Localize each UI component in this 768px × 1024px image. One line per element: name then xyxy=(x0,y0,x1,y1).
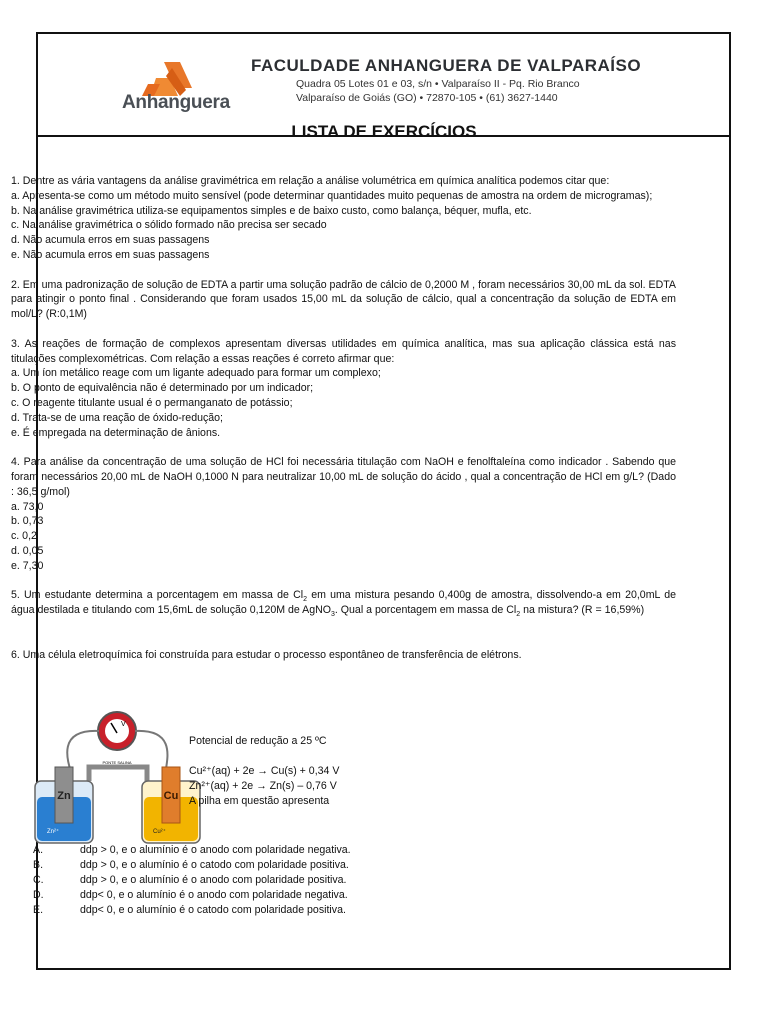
q6-options xyxy=(33,843,351,918)
q4-option-a: a. 73,0 xyxy=(11,500,44,513)
potential-title: Potencial de redução a 25 ºC xyxy=(189,735,327,747)
q4-option-c: c. 0,2 xyxy=(11,530,37,543)
q6-option-d: D. ddp< 0, e o alumínio é o anodo com polaridade negativa. xyxy=(33,889,348,901)
question-6: 6. Uma célula eletroquímica foi construída para estudar o processo espontâneo de transferência de elétrons. xyxy=(11,648,522,661)
reduction-potentials xyxy=(189,734,339,809)
zn-electrode-label: Zn xyxy=(57,790,71,802)
q3-option-a: a. Um íon metálico reage com um ligante adequado para formar um complexo; xyxy=(11,367,381,380)
q1-option-c: c. Na análise gravimétrica o sólido formado não precisa ser secado xyxy=(11,219,327,232)
equation-zn: Zn²⁺(aq) + 2e → Zn(s) – 0,76 V xyxy=(189,780,337,792)
question-stem: A pilha em questão apresenta xyxy=(189,795,330,807)
q4-option-b: b. 0,73 xyxy=(11,515,44,528)
salt-bridge-label: PONTE SALINA xyxy=(102,760,132,765)
address-line-1: Quadra 05 Lotes 01 e 03, s/n • Valparaíso II - Pq. Rio Branco xyxy=(296,78,580,90)
svg-text:V: V xyxy=(121,721,126,728)
cu-ion-label: Cu²⁺ xyxy=(153,829,166,835)
q3-option-b: b. O ponto de equivalência não é determinado por um indicador; xyxy=(11,382,314,395)
q4-option-e: e. 7,30 xyxy=(11,559,44,572)
q3-option-e: e. É empregada na determinação de ânions. xyxy=(11,426,221,439)
q3-option-d: d. Trata-se de uma reação de óxido-redução; xyxy=(11,411,223,424)
zn-ion-label: Zn²⁺ xyxy=(47,829,60,835)
q1-option-d: d. Não acumula erros em suas passagens xyxy=(11,234,210,247)
page-title: LISTA DE EXERCÍCIOS xyxy=(291,122,477,141)
institution-name: FACULDADE ANHANGUERA DE VALPARAÍSO xyxy=(251,56,642,75)
q1-option-b: b. Na análise gravimétrica utiliza-se equipamentos simples e de baixo custo, como balança, béquer, mufla, etc. xyxy=(11,204,532,217)
question-2: 2. Em uma padronização de solução de EDTA a partir uma solução padrão de cálcio de 0,2000 M , foram necessários 30,00 mL da sol. EDTA para atingir o ponto final . Considerando que foram usados 15,00 mL da solução de cálcio, qual a concentração da solução de EDTA em mol/L? (R:0,1M) xyxy=(11,278,676,321)
q6-option-a: A. ddp > 0, e o alumínio é o anodo com polaridade negativa. xyxy=(33,844,351,856)
question-3: 3. As reações de formação de complexos apresentam diversas utilidades em química analítica, mas sua aplicação clássica está nas titulações complexométricas. Com relação a essas reações é correto afirmar que: xyxy=(11,337,676,365)
q6-option-c: C. ddp > 0, e o alumínio é o anodo com polaridade positiva. xyxy=(33,874,347,886)
address-line-2: Valparaíso de Goiás (GO) • 72870-105 • (61) 3627-1440 xyxy=(296,92,558,104)
q6-option-e: E. ddp< 0, e o alumínio é o catodo com polaridade positiva. xyxy=(33,904,346,916)
q1-option-e: e. Não acumula erros em suas passagens xyxy=(11,248,210,261)
exercise-list xyxy=(11,174,676,662)
electrochemical-cell-figure xyxy=(27,705,207,845)
equation-cu: Cu²⁺(aq) + 2e → Cu(s) + 0,34 V xyxy=(189,765,340,777)
question-1: 1. Dentre as vária vantagens da análise gravimétrica em relação a análise volumétrica em química analítica podemos citar que: xyxy=(11,175,610,187)
logo-wordmark: Anhanguera xyxy=(122,92,230,113)
anhanguera-logo-icon xyxy=(120,56,230,126)
q6-option-b: B. ddp > 0, e o alumínio é o catodo com polaridade positiva. xyxy=(33,859,349,871)
q4-option-d: d. 0,05 xyxy=(11,544,44,557)
q1-option-a: a. Apresenta-se como um método muito sensível (pode determinar quantidades muito pequenas de amostra na ordem de microgramas); xyxy=(11,189,653,202)
q3-option-c: c. O reagente titulante usual é o permanganato de potássio; xyxy=(11,396,293,409)
cu-electrode-label: Cu xyxy=(163,790,179,802)
question-4: 4. Para análise da concentração de uma solução de HCl foi necessária titulação com NaOH e fenolftaleína como indicador . Sabendo que foram necessários 20,00 mL de NaOH 0,1000 N para neutralizar 10,00 mL de solução do ácido , qual a concentração de HCl em g/L? (Dado : 36,5 g/mol) xyxy=(11,456,676,498)
question-5: 5. Um estudante determina a porcentagem em massa de $Cl_2$ em uma mistura pesando 0,400g de amostra, dissolvendo-a em 20,0mL de água destilada e titulando com 15,6mL de solução 0,120M de AgNO$_3$. Qual a porcentagem em massa de $Cl_2$ na mistura? (R = 16,59%) xyxy=(11,589,676,619)
